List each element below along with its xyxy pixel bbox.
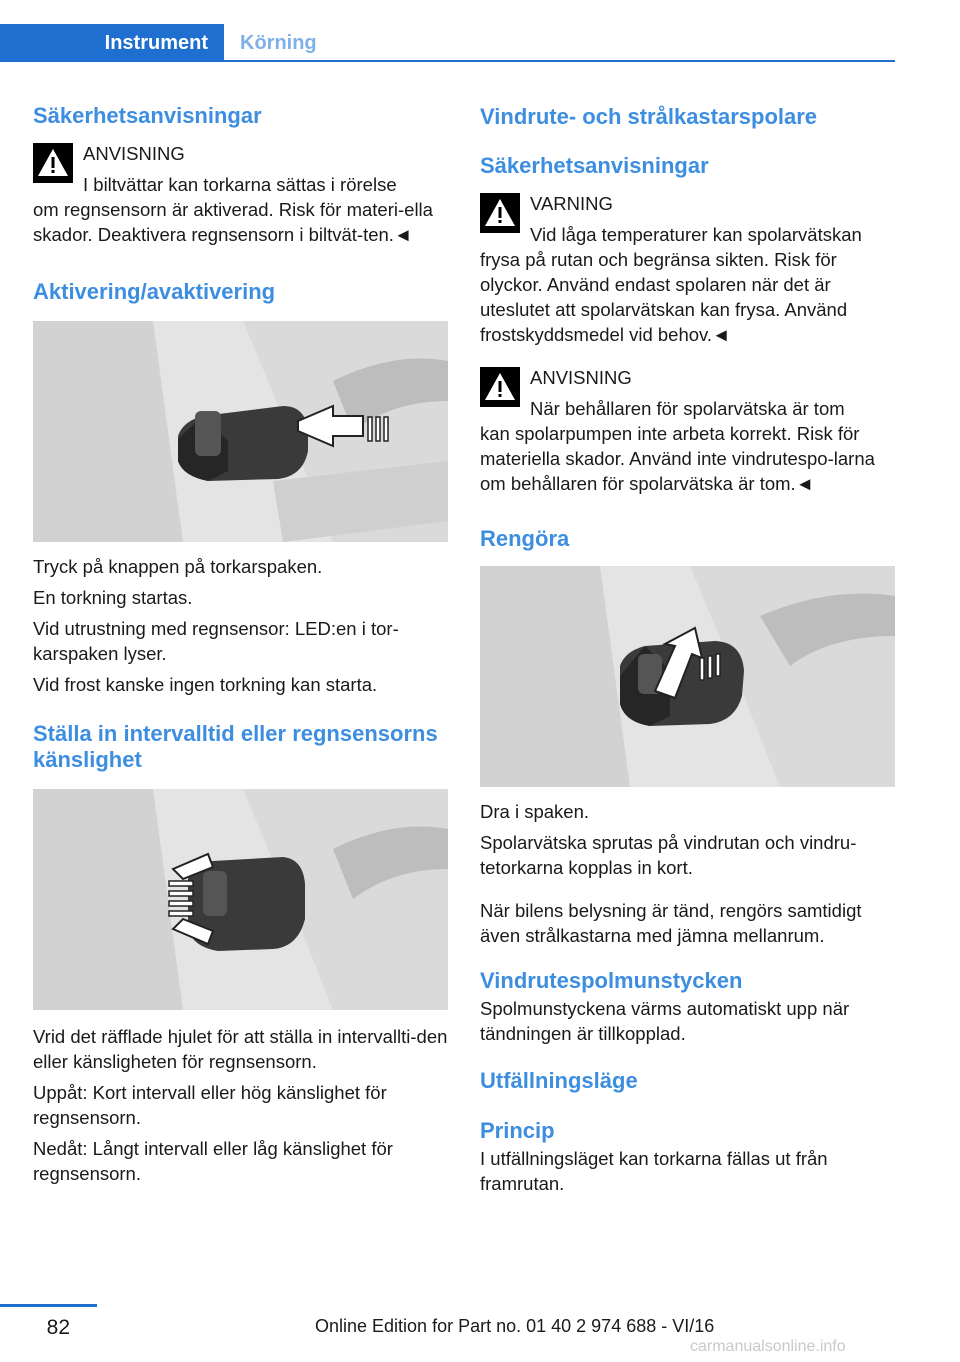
notice-block-left <box>33 141 448 247</box>
clean-p1: Dra i spaken. <box>480 801 589 822</box>
notice-title-right: ANVISNING <box>530 367 632 388</box>
warning-line1-right: Vid låga temperaturer kan spolarvätskan <box>530 224 862 245</box>
wiper-wheel-photo <box>33 789 448 1010</box>
right-column <box>480 100 895 1196</box>
interval-heading: Ställa in intervalltid eller regnsensorns känslighet <box>33 721 438 772</box>
clean-p3: När bilens belysning är tänd, rengörs samtidigt även strålkastarna med jämna mellanrum. <box>480 900 862 946</box>
interval-p7: Nedåt: Långt intervall eller låg känslighet för regnsensorn. <box>33 1138 393 1184</box>
principle-heading: Princip <box>480 1118 555 1143</box>
activation-p1: Tryck på knappen på torkarspaken. <box>33 556 323 577</box>
warning-rest-right: frysa på rutan och begränsa sikten. Risk för olyckor. Använd endast spolaren när det är uteslutet att spolarvätskan kan frysa. Använd frostskyddsmedel vid behov.◄ <box>480 249 848 345</box>
warning-block-right <box>480 191 895 347</box>
warning-triangle-icon <box>33 143 73 183</box>
nozzle-heading: Vindrutespolmunstycken <box>480 968 743 993</box>
notice-line1-right: När behållaren för spolarvätska är tom <box>530 398 845 419</box>
activation-p2: En torkning startas. <box>33 587 193 608</box>
wiper-button-photo <box>33 321 448 542</box>
activation-p4: Vid frost kanske ingen torkning kan starta. <box>33 674 378 695</box>
notice-block-right <box>480 365 895 496</box>
activation-heading: Aktivering/avaktivering <box>33 279 276 304</box>
page-number: 82 <box>46 1316 70 1339</box>
fold-heading: Utfällningsläge <box>480 1068 638 1093</box>
notice-title-left: ANVISNING <box>83 143 185 164</box>
notice-rest-right: kan spolarpumpen inte arbeta korrekt. Risk för materiella skador. Använd inte vindrutespo-larna om behållaren för spolarvätska är tom.◄ <box>480 423 875 494</box>
clean-p2: Spolarvätska sprutas på vindrutan och vindru-tetorkarna kopplas in kort. <box>480 832 857 878</box>
activation-p3: Vid utrustning med regnsensor: LED:en i tor-karspaken lyser. <box>33 618 399 664</box>
left-column <box>33 100 448 1186</box>
safety-heading-left: Säkerhetsanvisningar <box>33 103 262 128</box>
interval-p5: Vrid det räfflade hjulet för att ställa in intervallti-den eller känsligheten för regnsensorn. <box>33 1026 448 1072</box>
tab-instrument[interactable]: Instrument <box>0 24 224 62</box>
safety-heading-right: Säkerhetsanvisningar <box>480 153 709 178</box>
notice-rest-left: om regnsensorn är aktiverad. Risk för materi-ella skador. Deaktivera regnsensorn i biltvät-ten.◄ <box>33 199 433 245</box>
edition-label: Online Edition for Part no. 01 40 2 974 688 - VI/16 <box>315 1316 715 1336</box>
footer-rule <box>0 1304 97 1307</box>
washer-heading: Vindrute- och strålkastarspolare <box>480 104 818 129</box>
wiper-pull-photo <box>480 566 895 787</box>
interval-p6: Uppåt: Kort intervall eller hög känslighet för regnsensorn. <box>33 1082 387 1128</box>
header-tabbar <box>0 24 895 62</box>
nozzle-p4: Spolmunstyckena värms automatiskt upp när tändningen är tillkopplad. <box>480 998 850 1044</box>
warning-triangle-icon <box>480 193 520 233</box>
warning-title-right: VARNING <box>530 193 613 214</box>
notice-line1-left: I biltvättar kan torkarna sättas i rörelse <box>83 174 397 195</box>
clean-heading: Rengöra <box>480 526 570 551</box>
warning-triangle-icon <box>480 367 520 407</box>
tab-korning[interactable]: Körning <box>240 32 317 54</box>
watermark-text: carmanualsonline.info <box>690 1338 846 1355</box>
principle-p5: I utfällningsläget kan torkarna fällas ut från framrutan. <box>480 1148 828 1194</box>
